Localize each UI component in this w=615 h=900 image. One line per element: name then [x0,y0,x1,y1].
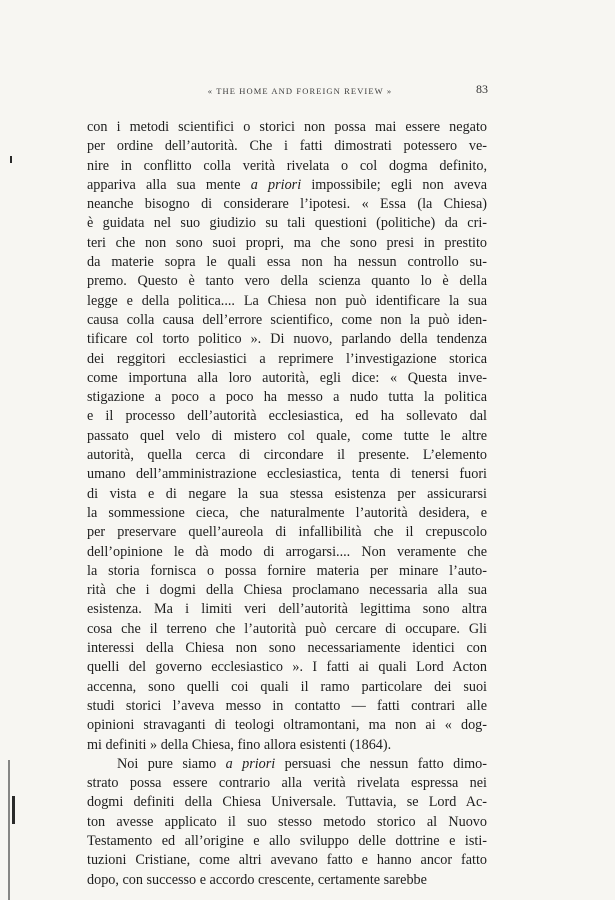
text-line: Testamento ed all’origine e allo sviluppo delle dottrine e isti- [87,832,487,849]
text-line: quelli del governo ecclesiastico ». I fatti ai quali Lord Acton [87,659,487,676]
text-line [87,176,487,195]
text-line: tuzioni Cristiane, come altri avevano fatto e hanno ancor fatto [87,852,487,869]
text-line: umano dell’amministrazione ecclesiastica, tenta di tenersi fuori [87,466,487,483]
text-line: la sommessione cieca, che naturalmente l’autorità desidera, e [87,504,487,521]
text-line: esistenza. Ma i limiti veri dell’autorità legittima sono altra [87,601,487,618]
text-line: opinioni stravaganti di teologi oltramontani, ma non ai « dog- [87,717,487,734]
text-line: dopo, con successo e accordo crescente, certamente sarebbe [87,871,427,888]
text-line: studi storici l’aveva messo in contatto — fatti contrari alle [87,697,487,714]
text-line: per preservare quell’aureola di infallibilità che il crepuscolo [87,524,487,541]
margin-binding-shadow [8,760,10,900]
text-line: e il processo dell’autorità ecclesiastica, ed ha sollevato dal [87,408,487,425]
text-line: nire in conflitto colla verità rivelata o col dogma definito, [87,157,487,174]
text-line [87,755,487,774]
page-number: 83 [476,82,488,96]
text-line: premo. Questo è tanto vero della scienza quanto lo è della [87,273,487,290]
text-line: tificare col torto politico ». Di nuovo, parlando della tendenza [87,331,487,348]
text-line: la storia fornisca o possa fornire materia per minare l’auto- [87,562,487,579]
text-line: di vista e di negare la sua stessa esistenza per assicurarsi [87,485,487,502]
text-line: accenna, sono quelli coi quali il ramo particolare dei suoi [87,678,487,695]
text-line: mi definiti » della Chiesa, fino allora esistenti (1864). [87,736,392,753]
text-line: dogmi definiti della Chiesa Universale. Tuttavia, se Lord Ac- [87,794,487,811]
margin-tick-mark [10,156,12,163]
text-line: è guidata nel suo giudizio su tali questioni (politiche) da cri- [87,215,487,232]
text-line: stigazione a poco a poco ha messo a nudo tutta la politica [87,389,487,406]
italic-phrase: a priori [250,176,302,193]
text-line: interessi della Chiesa non sono necessariamente identici con [87,640,487,657]
text-line: con i metodi scientifici o storici non possa mai essere negato [87,119,487,135]
text-line: ton avesse applicato il suo stesso metodo storico al Nuovo [87,813,487,830]
text-line: come importuna alla loro autorità, egli dice: « Questa inve- [87,369,487,386]
text-line: teri che non sono suoi propri, ma che sono presi in prestito [87,234,487,251]
text-line: passato quel velo di mistero col quale, come tutte le altre [87,427,487,444]
text-line: rità che i dogmi della Chiesa proclamano necessaria alla sua [87,582,487,599]
paragraph-2 [87,755,487,890]
text-run: Noi pure siamo [117,755,226,772]
text-line: neanche bisogno di considerare l’ipotesi. « Essa (la Chiesa) [87,196,487,213]
text-run: persuasi che nessun fatto dimo- [275,755,487,772]
text-line: da materie sopra le quali essa non ha nessun controllo su- [87,254,487,271]
text-line: dell’opinione le dà modo di arrogarsi.... Non veramente che [87,543,487,560]
text-line: strato possa essere contrario alla verità rivelata espressa nei [87,775,487,792]
text-run: appariva alla sua mente [87,176,251,193]
text-line: cosa che il terreno che l’autorità può cercare di occupare. Gli [87,620,487,637]
text-line: dei reggitori ecclesiastici a reprimere l’investigazione storica [87,350,487,367]
italic-phrase: a priori [225,755,276,772]
body-text [87,118,487,890]
text-line: per ordine dell’autorità. Che i fatti dimostrati potessero ve- [87,138,487,155]
running-head: « THE HOME AND FOREIGN REVIEW » [207,86,393,96]
paragraph-1 [87,118,487,755]
text-line: legge e della politica.... La Chiesa non può identificare la sua [87,292,487,309]
margin-binding-mark [12,796,15,824]
text-line: autorità, quella cerca di circondare il presente. L’elemento [87,447,487,464]
text-line: causa colla causa dell’errore scientifico, come non la può iden- [87,311,487,328]
text-run: impossibile; egli non aveva [301,176,487,193]
